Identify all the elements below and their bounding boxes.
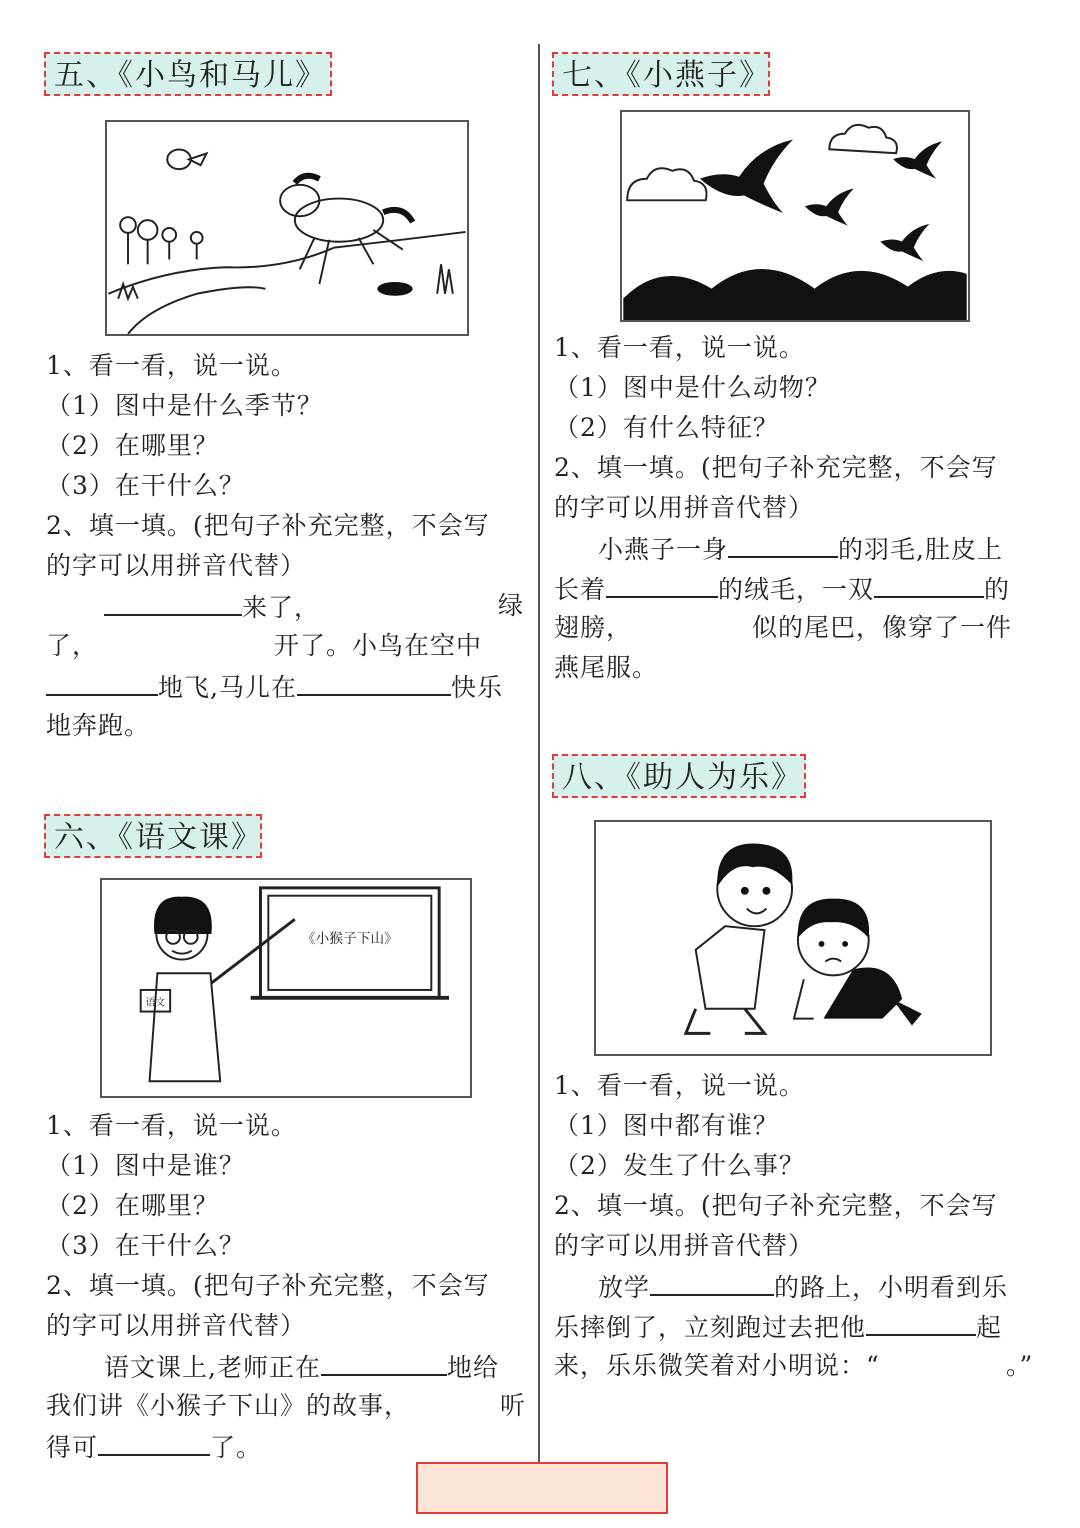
s6-fill-text: 地给 bbox=[446, 1353, 499, 1382]
s7-q1b: （2）有什么特征？ bbox=[554, 413, 779, 442]
fill-blank[interactable] bbox=[606, 568, 718, 598]
s7-fill-text: 小燕子一身 bbox=[598, 535, 729, 564]
s7-fill-text: 长着 bbox=[554, 575, 607, 604]
fill-blank[interactable] bbox=[104, 586, 242, 616]
fill-blank[interactable] bbox=[46, 666, 158, 696]
s6-q1a: （1）图中是谁？ bbox=[46, 1151, 245, 1180]
s5-q1: 1、看一看，说一说。 bbox=[46, 351, 297, 380]
bottom-label-box bbox=[416, 1462, 668, 1514]
s7-q1: 1、看一看，说一说。 bbox=[554, 333, 805, 362]
fill-blank[interactable] bbox=[874, 568, 984, 598]
fill-blank[interactable] bbox=[321, 1346, 447, 1376]
s7-fill-line-2 bbox=[554, 568, 1010, 610]
s8-fill-text: 起 bbox=[976, 1313, 1003, 1342]
s6-fill-listen: 听 bbox=[500, 1391, 527, 1420]
s7-fill-line-1 bbox=[598, 528, 1003, 570]
s8-q1: 1、看一看，说一说。 bbox=[554, 1071, 805, 1100]
section-8-title: 八、《助人为乐》 bbox=[552, 754, 806, 798]
s8-q2-instruction-cont: 的字可以用拼音代替） bbox=[554, 1231, 815, 1260]
section-5-title: 五、《小鸟和马儿》 bbox=[44, 52, 332, 96]
s8-q1b: （2）发生了什么事？ bbox=[554, 1151, 805, 1180]
column-divider bbox=[538, 44, 540, 1464]
s7-q2-instruction-cont: 的字可以用拼音代替） bbox=[554, 493, 815, 522]
board-text: 《小猴子下山》 bbox=[301, 930, 398, 947]
fill-blank[interactable] bbox=[866, 1306, 976, 1336]
s8-fill-text: 乐摔倒了，立刻跑过去把他 bbox=[554, 1313, 867, 1342]
fill-blank[interactable] bbox=[98, 1426, 210, 1456]
fill-blank[interactable] bbox=[728, 528, 838, 558]
s6-fill-line-3 bbox=[46, 1426, 262, 1468]
s8-q1a: （1）图中都有谁？ bbox=[554, 1111, 779, 1140]
s7-fill-tail: 似的尾巴，像穿了一件 bbox=[752, 613, 1013, 642]
chinese-class-illustration bbox=[100, 878, 472, 1098]
s5-fill-line-4: 地奔跑。 bbox=[46, 711, 151, 740]
s6-fill-text: 语文课上,老师正在 bbox=[104, 1353, 321, 1382]
s5-fill-line-1 bbox=[104, 586, 320, 628]
s7-fill-text: 的绒毛，一双 bbox=[718, 575, 875, 604]
s7-fill-text: 的 bbox=[984, 575, 1011, 604]
s7-fill-line-4: 燕尾服。 bbox=[554, 653, 659, 682]
section-6-title: 六、《语文课》 bbox=[44, 814, 262, 858]
s5-q2-instruction-cont: 的字可以用拼音代替） bbox=[46, 551, 307, 580]
s5-fill-text: 来了， bbox=[242, 593, 321, 622]
s7-fill-text: 的羽毛,肚皮上 bbox=[838, 535, 1003, 564]
s6-fill-text: 得可 bbox=[46, 1433, 99, 1462]
s8-fill-text: 放学 bbox=[598, 1273, 651, 1302]
bird-and-horse-illustration bbox=[105, 120, 469, 336]
s8-fill-line-3: 来，乐乐微笑着对小明说：“ bbox=[554, 1351, 880, 1380]
s6-q1b: （2）在哪里？ bbox=[46, 1191, 219, 1220]
s7-q2-instruction: 2、填一填。(把句子补充完整，不会写 bbox=[554, 453, 998, 482]
s5-q1b: （2）在哪里？ bbox=[46, 431, 219, 460]
s8-fill-close-quote: 。” bbox=[1006, 1351, 1034, 1380]
s5-q1a: （1）图中是什么季节？ bbox=[46, 391, 323, 420]
book-label: 语文 bbox=[145, 997, 166, 1009]
s8-q2-instruction: 2、填一填。(把句子补充完整，不会写 bbox=[554, 1191, 998, 1220]
s5-q1c: （3）在干什么？ bbox=[46, 471, 245, 500]
fill-blank[interactable] bbox=[297, 666, 451, 696]
s6-fill-text: 了。 bbox=[210, 1433, 263, 1462]
s5-fill-line-3 bbox=[46, 666, 503, 708]
s5-fill-text: 地飞,马儿在 bbox=[158, 673, 297, 702]
section-7-title: 七、《小燕子》 bbox=[552, 52, 770, 96]
s6-fill-line-1 bbox=[104, 1346, 499, 1388]
s5-fill-bloom: 开了。小鸟在空中 bbox=[274, 631, 483, 660]
swallows-illustration bbox=[620, 110, 970, 322]
s6-q1: 1、看一看，说一说。 bbox=[46, 1111, 297, 1140]
s5-fill-green: 绿 bbox=[498, 591, 525, 620]
s6-q1c: （3）在干什么？ bbox=[46, 1231, 245, 1260]
s5-q2-instruction: 2、填一填。(把句子补充完整，不会写 bbox=[46, 511, 490, 540]
s7-fill-wings: 翅膀， bbox=[554, 613, 633, 642]
s6-q2-instruction-cont: 的字可以用拼音代替） bbox=[46, 1311, 307, 1340]
s7-q1a: （1）图中是什么动物？ bbox=[554, 373, 831, 402]
s5-fill-text: 快乐 bbox=[450, 673, 503, 702]
fill-blank[interactable] bbox=[650, 1266, 774, 1296]
s5-fill-le: 了， bbox=[46, 631, 99, 660]
s8-fill-text: 的路上，小明看到乐 bbox=[774, 1273, 1009, 1302]
s8-fill-line-1 bbox=[598, 1266, 1008, 1308]
s8-fill-line-2 bbox=[554, 1306, 1002, 1348]
s6-q2-instruction: 2、填一填。(把句子补充完整，不会写 bbox=[46, 1271, 490, 1300]
s6-fill-line-2: 我们讲《小猴子下山》的故事， bbox=[46, 1391, 411, 1420]
helping-others-illustration bbox=[594, 820, 992, 1056]
